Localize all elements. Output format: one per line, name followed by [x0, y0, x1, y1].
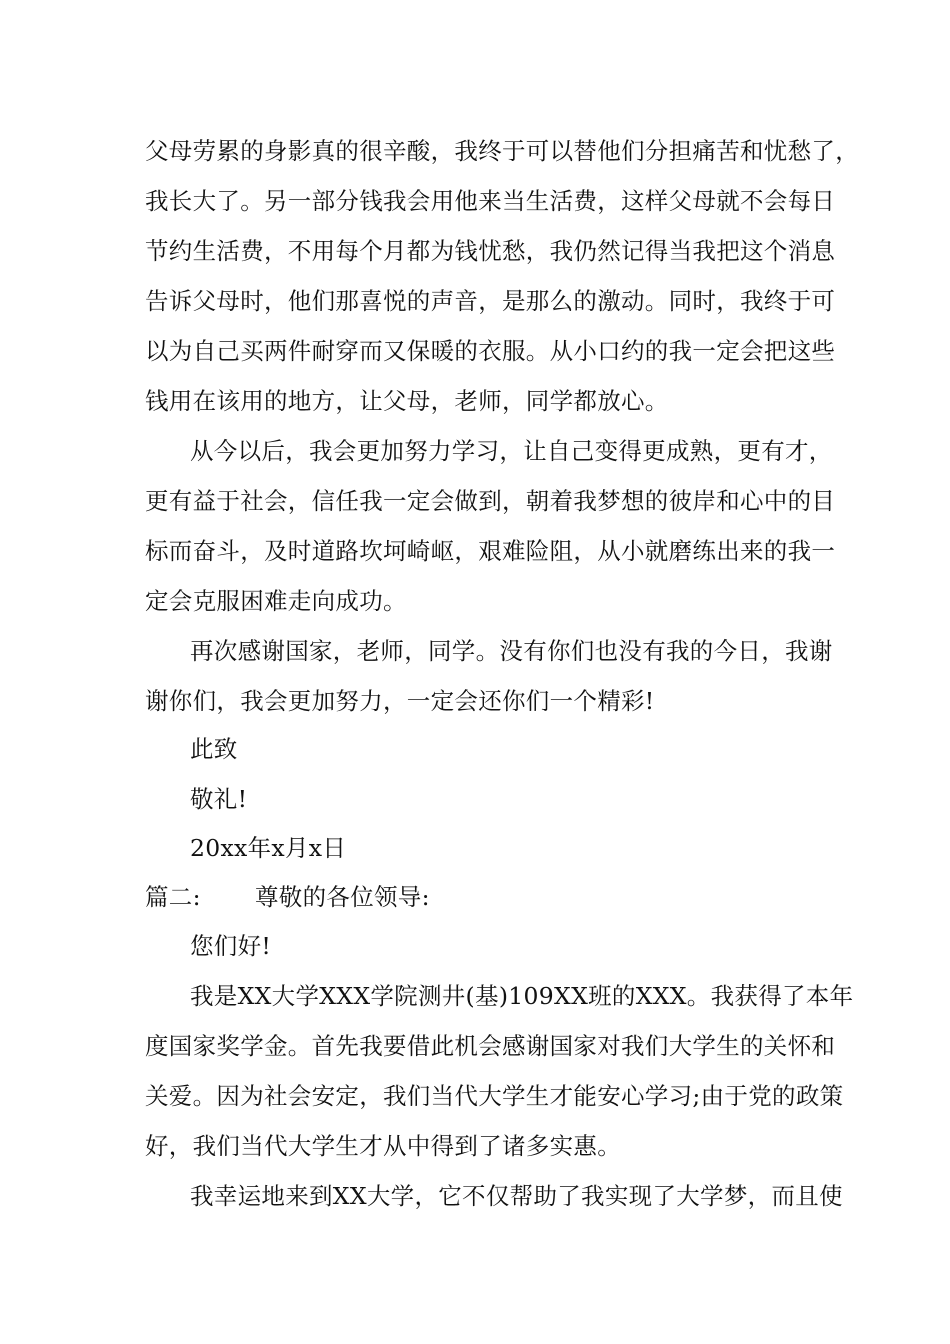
salutation: 尊敬的各位领导:	[255, 883, 430, 911]
text-line: 标而奋斗，及时道路坎坷崎岖，艰难险阻，从小就磨练出来的我一	[145, 537, 836, 565]
date-line: 20xx年x月x日	[190, 834, 347, 862]
text-line: 好，我们当代大学生才从中得到了诸多实惠。	[145, 1132, 621, 1160]
text-line: 父母劳累的身影真的很辛酸，我终于可以替他们分担痛苦和忧愁了，	[145, 137, 859, 165]
text-line: 更有益于社会，信任我一定会做到，朝着我梦想的彼岸和心中的目	[145, 487, 836, 515]
greeting-line: 您们好!	[190, 932, 272, 960]
text-line: 再次感谢国家，老师，同学。没有你们也没有我的今日，我谢	[190, 637, 833, 665]
text-line: 我幸运地来到XX大学，它不仅帮助了我实现了大学梦，而且使	[190, 1182, 843, 1210]
closing-line: 此致	[190, 735, 238, 763]
text-line: 关爱。因为社会安定，我们当代大学生才能安心学习;由于党的政策	[145, 1082, 844, 1110]
section-heading-line	[145, 872, 430, 922]
text-line: 以为自己买两件耐穿而又保暖的衣服。从小口约的我一定会把这些	[145, 337, 836, 365]
text-line: 钱用在该用的地方，让父母，老师，同学都放心。	[145, 387, 669, 415]
text-line: 我长大了。另一部分钱我会用他来当生活费，这样父母就不会每日	[145, 187, 836, 215]
text-line: 节约生活费，不用每个月都为钱忧愁，我仍然记得当我把这个消息	[145, 237, 836, 265]
text-line: 谢你们，我会更加努力，一定会还你们一个精彩!	[145, 687, 655, 715]
section-label: 篇二:	[145, 883, 201, 911]
closing-line: 敬礼!	[190, 785, 248, 813]
text-line: 定会克服困难走向成功。	[145, 587, 407, 615]
text-line: 从今以后，我会更加努力学习，让自己变得更成熟，更有才，	[190, 437, 833, 465]
text-line: 告诉父母时，他们那喜悦的声音，是那么的激动。同时，我终于可	[145, 287, 836, 315]
text-line: 度国家奖学金。首先我要借此机会感谢国家对我们大学生的关怀和	[145, 1032, 836, 1060]
text-line: 我是XX大学XXX学院测井(基)109XX班的XXX。我获得了本年	[190, 982, 854, 1010]
